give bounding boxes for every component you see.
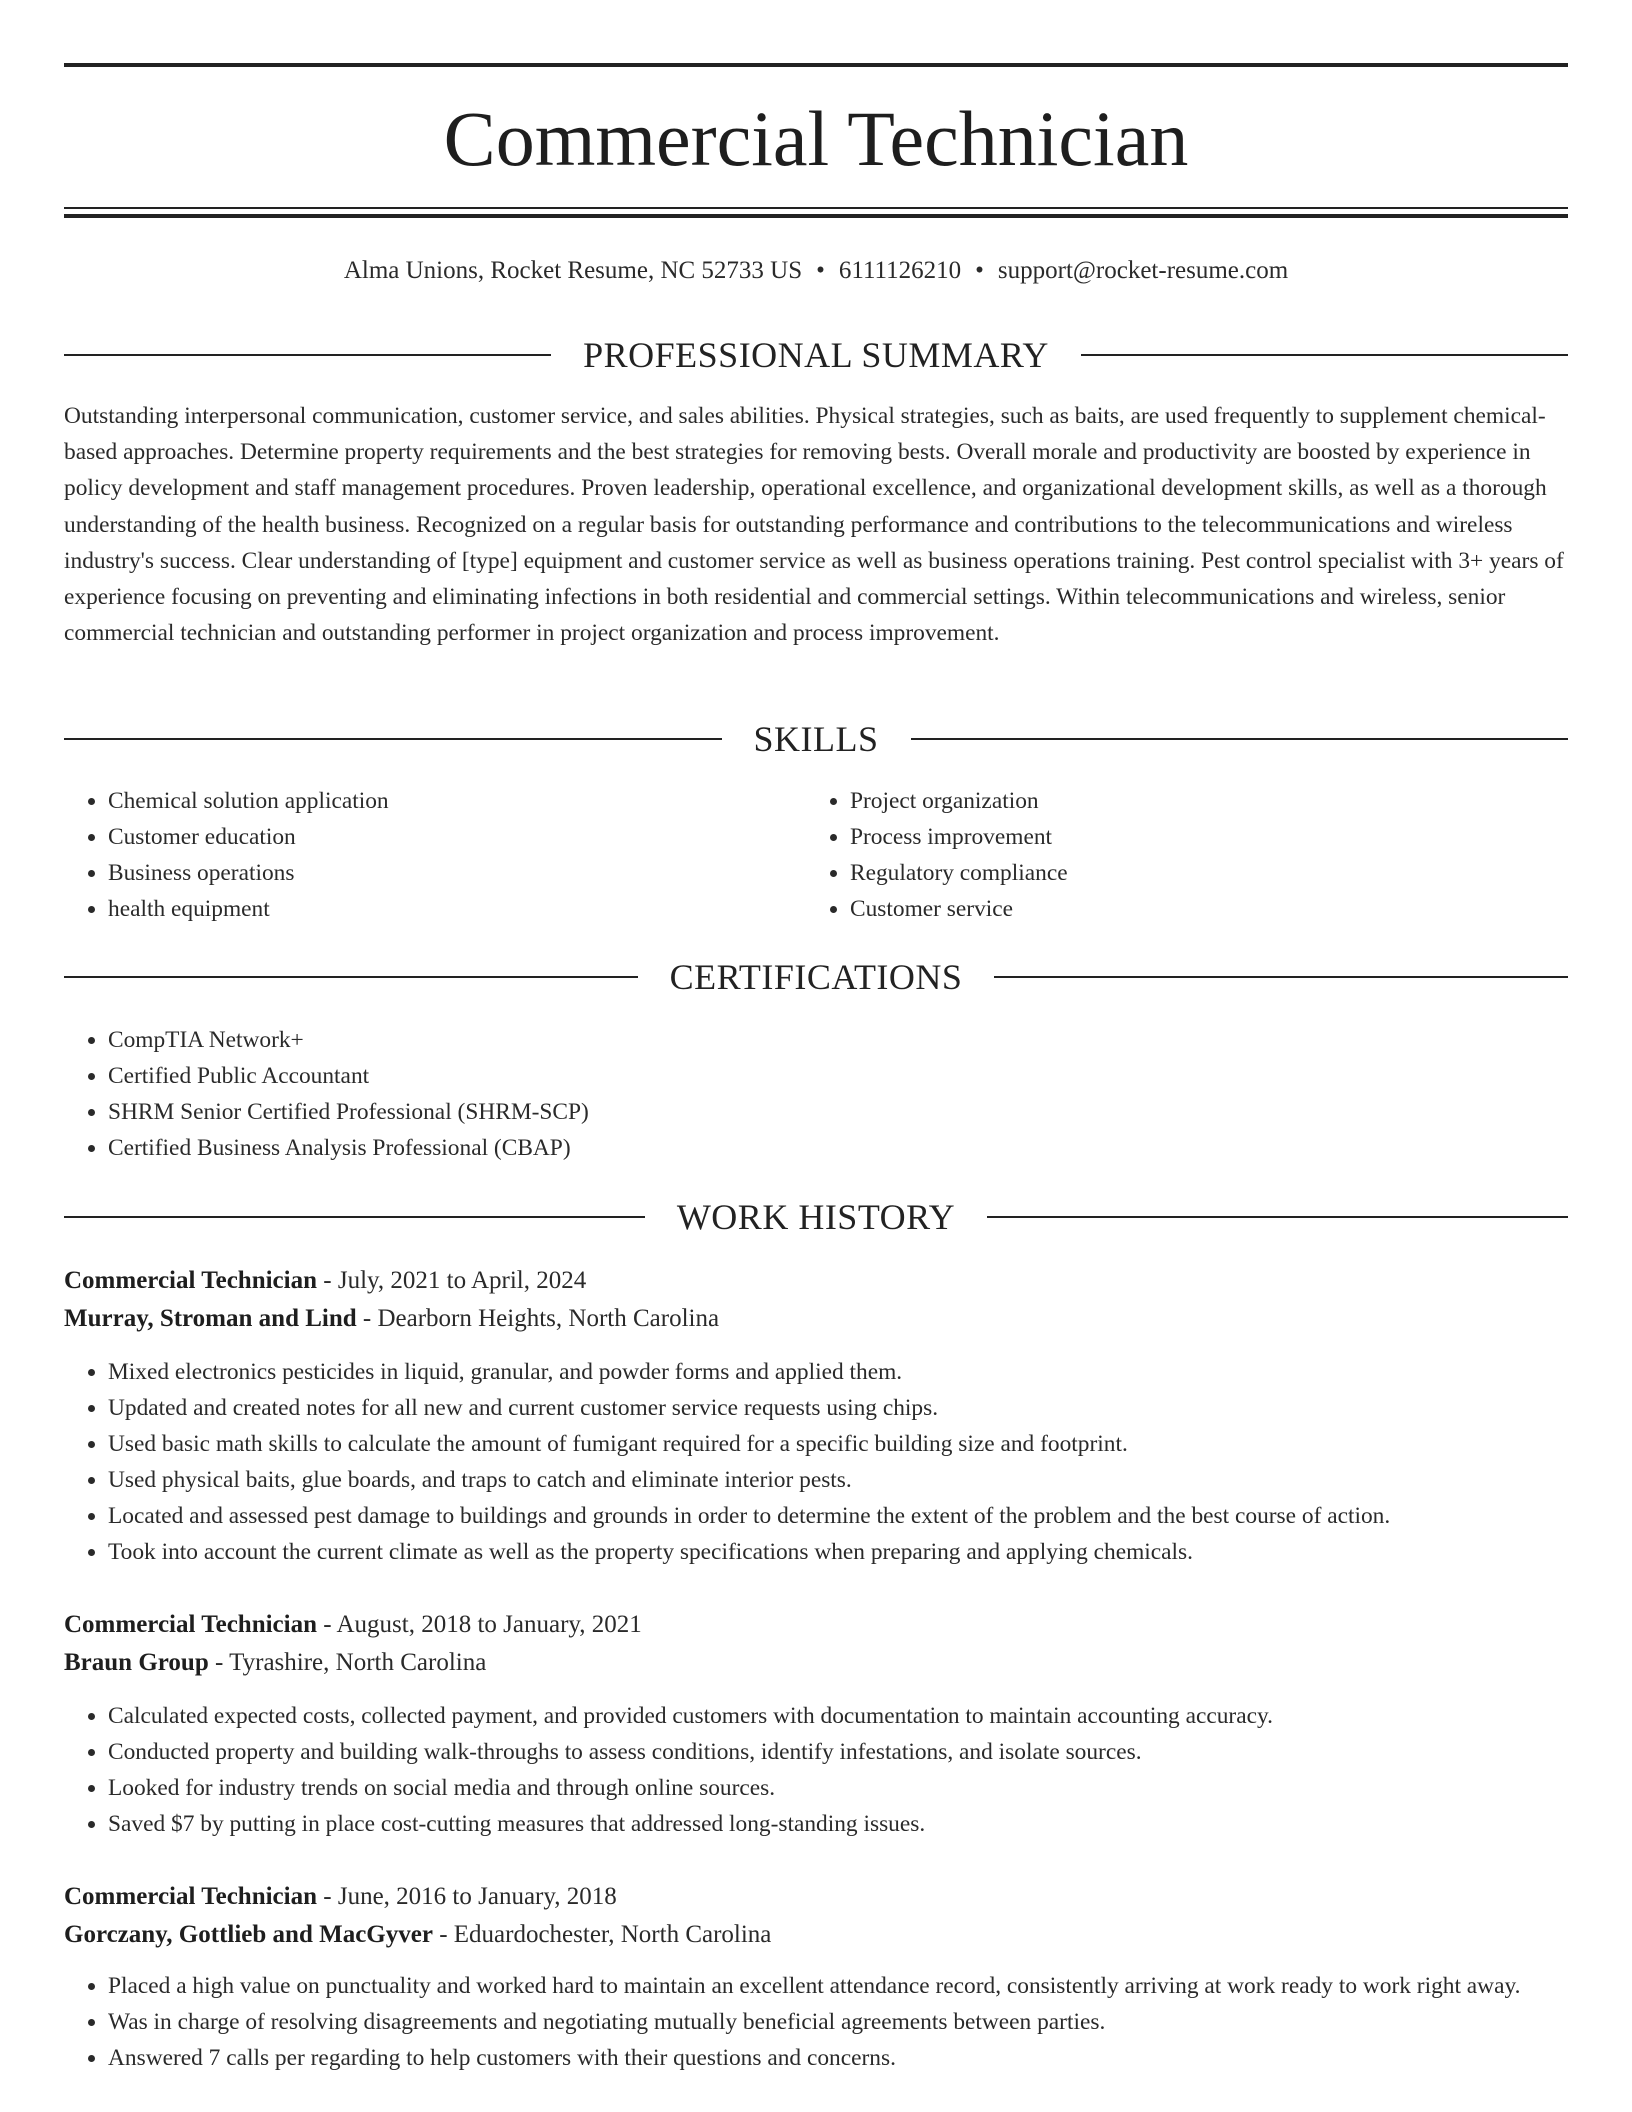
job-entry	[64, 1878, 1568, 2076]
job-dates: June, 2016 to January, 2018	[337, 1883, 617, 1910]
job-title-line	[64, 1262, 1568, 1300]
job-company-line	[64, 1300, 1568, 1338]
certifications-block	[64, 1022, 1568, 1166]
job-entry	[64, 1262, 1568, 1570]
skill-item: • health equipment	[108, 891, 764, 927]
heading-rule	[1081, 354, 1568, 356]
heading-rule	[64, 738, 722, 740]
section-heading-certifications	[64, 955, 1568, 999]
contact-separator: •	[975, 257, 984, 284]
job-location: Tyrashire, North Carolina	[229, 1649, 487, 1676]
job-location: Eduardochester, North Carolina	[453, 1921, 772, 1948]
job-separator: -	[317, 1883, 338, 1910]
job-entry	[64, 1606, 1568, 1842]
skill-item: • Regulatory compliance	[850, 855, 1506, 891]
job-bullet: • Conducted property and building walk-throughs to assess conditions, identify infestations, and isolate sources.	[108, 1734, 1568, 1770]
section-heading-label: WORK HISTORY	[676, 1197, 956, 1237]
heading-rule	[64, 976, 638, 978]
job-separator: -	[317, 1611, 337, 1638]
job-title-line	[64, 1606, 1568, 1644]
job-bullet: • Mixed electronics pesticides in liquid, granular, and powder forms and applied them.	[108, 1354, 1568, 1390]
job-title: Commercial Technician	[64, 1267, 318, 1294]
job-dates: July, 2021 to April, 2024	[337, 1267, 587, 1294]
section-heading-skills	[64, 717, 1568, 761]
skills-column-left	[64, 783, 764, 927]
skill-item: • Chemical solution application	[108, 783, 764, 819]
heading-rule	[64, 354, 551, 356]
job-separator: -	[208, 1649, 230, 1676]
job-bullet: • Used basic math skills to calculate the amount of fumigant required for a specific building size and footprint.	[108, 1426, 1568, 1462]
contact-separator: •	[816, 257, 825, 284]
section-heading-label: PROFESSIONAL SUMMARY	[583, 335, 1049, 375]
skills-list-right	[806, 783, 1506, 927]
job-company-line	[64, 1644, 1568, 1682]
job-company-line	[64, 1916, 1568, 1954]
job-bullet: • Calculated expected costs, collected payment, and provided customers with documentation to maintain accounting accuracy.	[108, 1698, 1568, 1734]
certifications-list	[64, 1022, 1568, 1166]
section-heading-work-history	[64, 1195, 1568, 1239]
section-heading-label: SKILLS	[753, 719, 879, 759]
heading-rule	[994, 976, 1568, 978]
job-bullet: • Took into account the current climate as well as the property specifications when preparing and applying chemicals.	[108, 1534, 1568, 1570]
title-double-rule	[64, 207, 1568, 218]
skill-item: • Project organization	[850, 783, 1506, 819]
contact-email[interactable]: support@rocket-resume.com	[997, 257, 1289, 284]
certification-item: • SHRM Senior Certified Professional (SHRM-SCP)	[108, 1094, 1568, 1130]
resume-title: Commercial Technician	[443, 95, 1189, 182]
job-title-line	[64, 1878, 1568, 1916]
job-title: Commercial Technician	[64, 1611, 318, 1638]
job-bullets	[64, 1354, 1568, 1570]
title-block	[64, 92, 1568, 186]
section-heading-label: CERTIFICATIONS	[669, 957, 963, 997]
skills-list-left	[64, 783, 764, 927]
job-bullets	[64, 1968, 1568, 2076]
job-company: Murray, Stroman and Lind	[64, 1305, 357, 1332]
heading-rule	[987, 1216, 1568, 1218]
skill-item: • Customer education	[108, 819, 764, 855]
job-company: Gorczany, Gottlieb and MacGyver	[64, 1921, 433, 1948]
job-location: Dearborn Heights, North Carolina	[377, 1305, 720, 1332]
job-bullets	[64, 1698, 1568, 1842]
summary-text: Outstanding interpersonal communication, customer service, and sales abilities. Physical strategies, such as baits, are used frequently to supplement chemical-based approaches. Determine property requirements and the best strategies for removing bests. Overall morale and productivity are boosted by experience in policy development and staff management procedures. Proven leadership, operational excellence, and organizational development skills, as well as a thorough understanding of the health business. Recognized on a regular basis for outstanding performance and contributions to the telecommunications and wireless industry's success. Clear understanding of [type] equipment and customer service as well as business operations training. Pest control specialist with 3+ years of experience focusing on preventing and eliminating infections in both residential and commercial settings. Within telecommunications and wireless, senior commercial technician and outstanding performer in project organization and process improvement.	[64, 403, 1564, 647]
job-title: Commercial Technician	[64, 1883, 318, 1910]
job-bullet: • Saved $7 by putting in place cost-cutting measures that addressed long-standing issues.	[108, 1806, 1568, 1842]
job-bullet: • Answered 7 calls per regarding to help customers with their questions and concerns.	[108, 2040, 1568, 2076]
heading-rule	[911, 738, 1569, 740]
contact-phone: 6111126210	[838, 257, 962, 284]
job-dates: August, 2018 to January, 2021	[336, 1611, 642, 1638]
skill-item: • Business operations	[108, 855, 764, 891]
section-heading-summary	[64, 333, 1568, 377]
certification-item: • Certified Public Accountant	[108, 1058, 1568, 1094]
contact-address: Alma Unions, Rocket Resume, NC 52733 US	[343, 257, 803, 284]
job-bullet: • Looked for industry trends on social media and through online sources.	[108, 1770, 1568, 1806]
job-bullet: • Was in charge of resolving disagreements and negotiating mutually beneficial agreements between parties.	[108, 2004, 1568, 2040]
certification-item: • Certified Business Analysis Professional (CBAP)	[108, 1130, 1568, 1166]
job-bullet: • Located and assessed pest damage to buildings and grounds in order to determine the extent of the problem and the best course of action.	[108, 1498, 1568, 1534]
skills-column-right	[806, 783, 1506, 927]
skill-item: • Process improvement	[850, 819, 1506, 855]
certification-item: • CompTIA Network+	[108, 1022, 1568, 1058]
contact-line	[64, 254, 1568, 288]
job-separator: -	[317, 1267, 338, 1294]
skill-item: • Customer service	[850, 891, 1506, 927]
heading-rule	[64, 1216, 645, 1218]
job-bullet: • Used physical baits, glue boards, and traps to catch and eliminate interior pests.	[108, 1462, 1568, 1498]
job-bullet: • Updated and created notes for all new and current customer service requests using chips.	[108, 1390, 1568, 1426]
job-separator: -	[432, 1921, 454, 1948]
top-rule	[64, 63, 1568, 67]
job-bullet: • Placed a high value on punctuality and worked hard to maintain an excellent attendance record, consistently arriving at work ready to work right away.	[108, 1968, 1568, 2004]
job-separator: -	[356, 1305, 378, 1332]
job-company: Braun Group	[64, 1649, 209, 1676]
